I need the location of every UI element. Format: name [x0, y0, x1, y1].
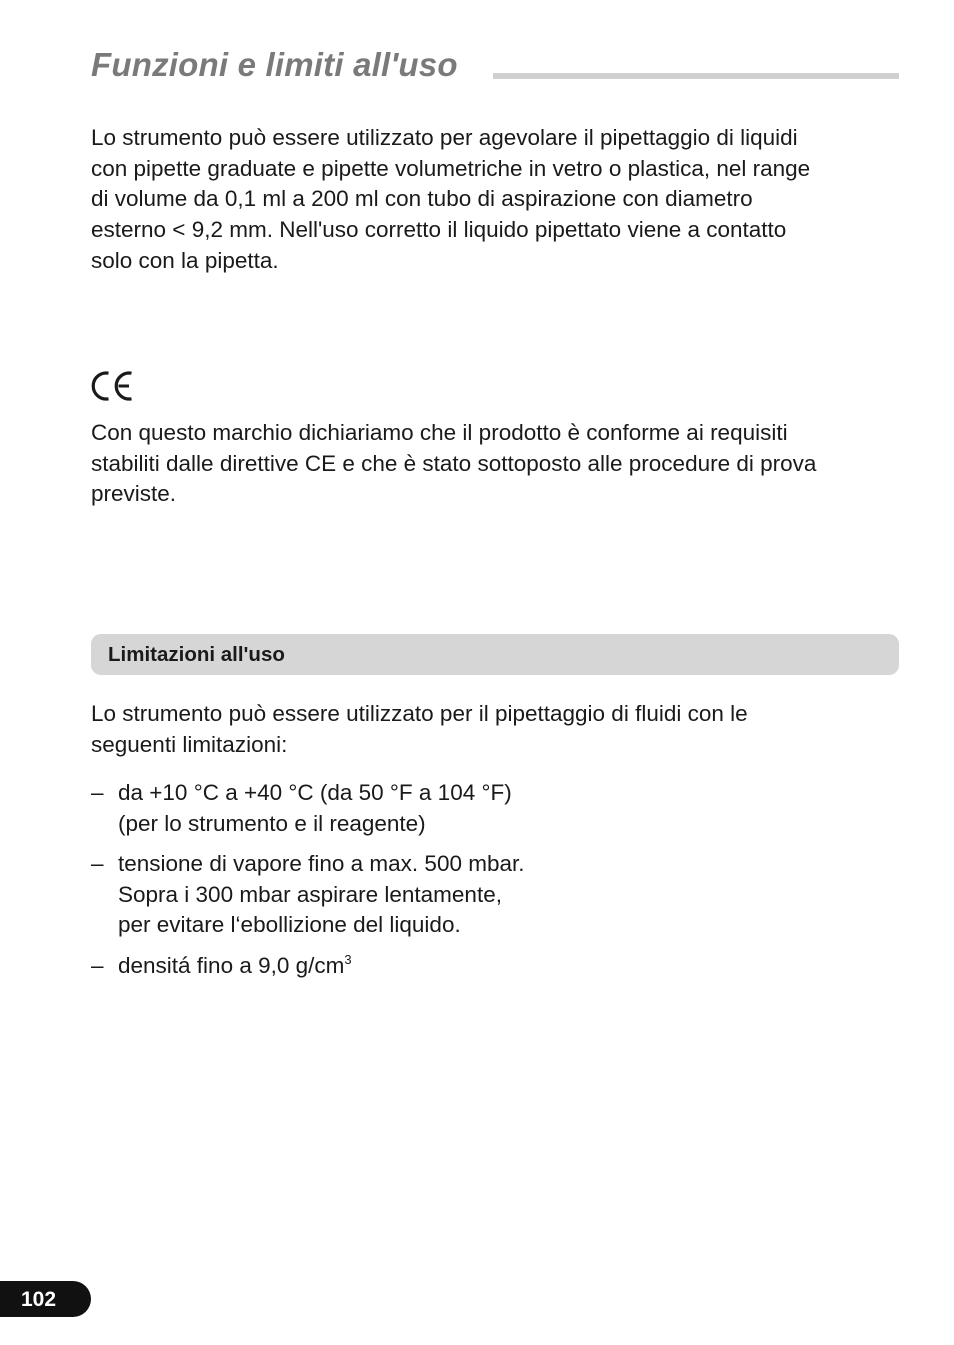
ce-mark-icon: [91, 369, 135, 403]
limitations-intro-line: seguenti limitazioni:: [91, 731, 288, 757]
list-dash: –: [91, 780, 104, 805]
ce-line: Con questo marchio dichiariamo che il prodotto è conforme ai requisiti: [91, 420, 788, 445]
ce-line: previste.: [91, 481, 177, 507]
section-heading: Limitazioni all'uso: [108, 643, 285, 666]
ce-line: stabiliti dalle direttive CE e che è stato sottoposto alle procedure di prova: [91, 450, 817, 476]
intro-paragraph: [91, 123, 901, 277]
limitation-line: per evitare l‘ebollizione del liquido.: [118, 912, 461, 938]
section-heading-bar: [91, 634, 899, 675]
page-number-tab: [0, 1281, 91, 1317]
limitations-intro-line: Lo strumento può essere utilizzato per il pipettaggio di fluidi con le: [91, 701, 748, 726]
list-dash: –: [91, 851, 104, 876]
limitation-line: tensione di vapore fino a max. 500 mbar.: [118, 851, 525, 876]
page-number: 102: [21, 1288, 57, 1311]
title-rule: [493, 73, 899, 79]
unit-superscript: 3: [344, 952, 352, 967]
limitation-line: Sopra i 300 mbar aspirare lentamente,: [118, 881, 502, 907]
density-text: densitá fino a 9,0 g/cm: [118, 953, 345, 978]
list-dash: –: [91, 953, 104, 978]
limitation-line: [118, 951, 898, 985]
intro-line: solo con la pipetta.: [91, 247, 279, 273]
limitation-line: da +10 °C a +40 °C (da 50 °F a 104 °F): [118, 780, 512, 805]
intro-line: con pipette graduate e pipette volumetriche in vetro o plastica, nel range: [91, 155, 811, 181]
intro-line: esterno < 9,2 mm. Nell'uso corretto il liquido pipettato viene a contatto: [91, 217, 787, 243]
limitation-line: (per lo strumento e il reagente): [118, 810, 426, 836]
page-title: Funzioni e limiti all'uso: [91, 46, 458, 83]
intro-line: Lo strumento può essere utilizzato per agevolare il pipettaggio di liquidi: [91, 125, 798, 150]
limitations-intro: [91, 699, 901, 760]
ce-paragraph: [91, 418, 901, 510]
intro-line: di volume da 0,1 ml a 200 ml con tubo di aspirazione con diametro: [91, 186, 753, 212]
